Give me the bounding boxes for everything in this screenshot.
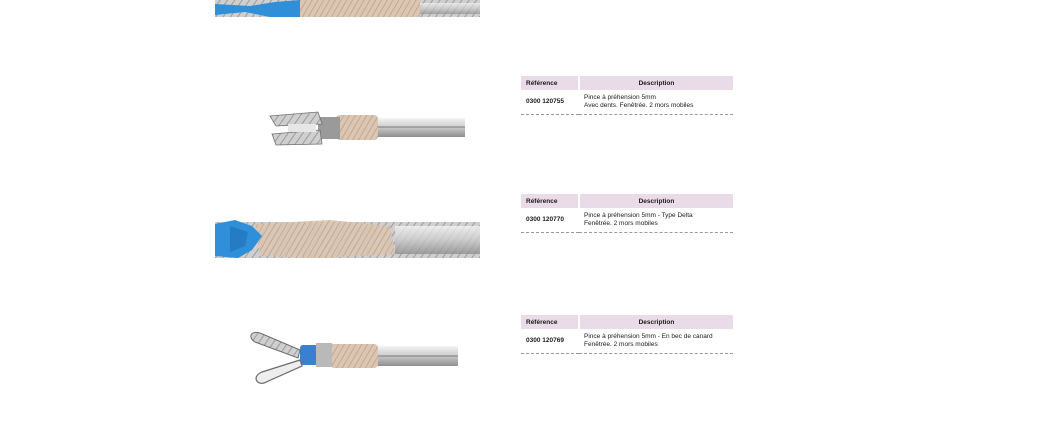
description-header: Description bbox=[579, 194, 733, 208]
reference-cell: 0300 120769 bbox=[521, 329, 579, 354]
description-header: Description bbox=[579, 315, 733, 329]
product-table bbox=[521, 194, 733, 233]
description-cell bbox=[579, 329, 733, 354]
description-line: Pince à préhension 5mm - En bec de canard bbox=[584, 333, 713, 340]
instrument-image-120769 bbox=[251, 332, 458, 383]
description-line: Pince à préhension 5mm bbox=[584, 94, 656, 101]
table-row bbox=[521, 329, 733, 354]
reference-cell: 0300 120770 bbox=[521, 208, 579, 233]
instrument-image-top bbox=[215, 0, 480, 17]
description-cell bbox=[579, 208, 733, 233]
product-table bbox=[521, 315, 733, 354]
product-table bbox=[521, 76, 733, 115]
reference-header: Référence bbox=[521, 76, 579, 90]
reference-cell: 0300 120755 bbox=[521, 90, 579, 115]
description-line: Fenêtrée. 2 mors mobiles bbox=[584, 341, 658, 348]
table-row bbox=[521, 208, 733, 233]
description-line: Fenêtrée. 2 mors mobiles bbox=[584, 220, 658, 227]
description-line: Pince à préhension 5mm - Type Delta bbox=[584, 212, 693, 219]
instrument-image-120755 bbox=[270, 112, 465, 145]
table-row bbox=[521, 90, 733, 115]
description-line: Avec dents. Fenêtrée. 2 mors mobiles bbox=[584, 102, 694, 109]
reference-header: Référence bbox=[521, 315, 579, 329]
instrument-image-120770 bbox=[215, 220, 480, 258]
reference-header: Référence bbox=[521, 194, 579, 208]
description-cell bbox=[579, 90, 733, 115]
description-header: Description bbox=[579, 76, 733, 90]
